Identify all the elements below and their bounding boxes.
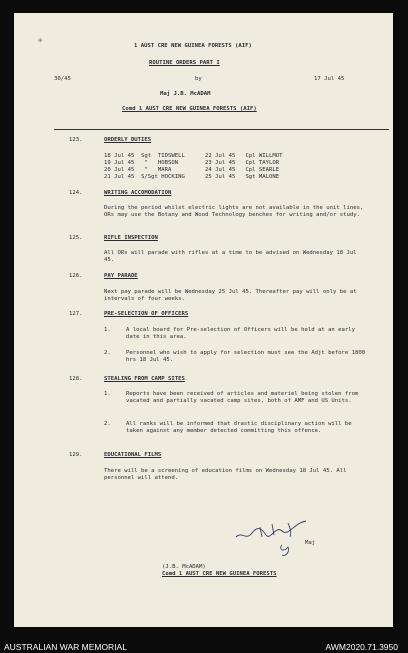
sub-number: 1. bbox=[104, 391, 111, 397]
signatory-name: (J.B. McADAM) bbox=[162, 564, 206, 570]
duty-row: 20 Jul 45 " MARA 24 Jul 45 Cpl SEARLE bbox=[104, 167, 280, 173]
document-page bbox=[14, 13, 393, 627]
archive-footer bbox=[0, 627, 408, 653]
header-divider bbox=[54, 129, 389, 130]
duty-row: 18 Jul 45 Sgt TIDSWELL 22 Jul 45 Cpl WILLMOT bbox=[104, 153, 283, 159]
handwritten-signature bbox=[232, 515, 312, 559]
item-number-126: 126. bbox=[69, 273, 83, 279]
footer-institution: AUSTRALIAN WAR MEMORIAL bbox=[4, 642, 127, 652]
paragraph-rifle-inspection: All ORs will parade with rifles at a time to be advised on Wednesday 18 Jul 45. bbox=[104, 250, 357, 264]
heading-rifle-inspection: RIFLE INSPECTION bbox=[104, 235, 158, 241]
signature-rank: Maj bbox=[305, 540, 316, 546]
order-date: 17 Jul 45 bbox=[314, 76, 345, 82]
item-number-127: 127. bbox=[69, 311, 83, 317]
command-line: Comd 1 AUST CRE NEW GUINEA FORESTS (AIF) bbox=[122, 106, 257, 112]
paragraph-writing-accomodation: During the period whilst electric lights are not available in the unit lines, ORs may use the Botany and Wood Technology benches for writing and/or study. bbox=[104, 205, 364, 219]
sub-number: 2. bbox=[104, 421, 111, 427]
sub-paragraph: All ranks will be informed that drastic disciplinary action will be taken against any member detected committing this offence. bbox=[126, 421, 352, 435]
item-number-128: 128. bbox=[69, 376, 83, 382]
paragraph-pay-parade: Next pay parade will be Wednesday 25 Jul 45. Thereafter pay will only be at intervals of four weeks. bbox=[104, 289, 357, 303]
duty-row: 21 Jul 45 S/Sgt HOCKING 25 Jul 45 Sgt MALONE bbox=[104, 174, 280, 180]
item-number-125: 125. bbox=[69, 235, 83, 241]
signatory-title: Comd 1 AUST CRE NEW GUINEA FORESTS bbox=[162, 571, 277, 577]
sub-number: 1. bbox=[104, 327, 111, 333]
order-number: 30/45 bbox=[54, 76, 71, 82]
heading-pre-selection: PRE-SELECTION OF OFFICERS bbox=[104, 311, 189, 317]
heading-pay-parade: PAY PARADE bbox=[104, 273, 138, 279]
sub-paragraph: Reports have been received of articles and materiel being stolen from vacated and partially vacated camp sites, both of AMF and US Units. bbox=[126, 391, 359, 405]
item-number-124: 124. bbox=[69, 190, 83, 196]
heading-orderly-duties: ORDERLY DUTIES bbox=[104, 137, 152, 143]
duty-row: 19 Jul 45 " HOBSON 23 Jul 45 Cpl TAYLOR bbox=[104, 160, 280, 166]
sub-paragraph: Personnel who wish to apply for selection must see the Adjt before 1800 hrs 18 Jul 45. bbox=[126, 350, 366, 364]
by-label: by bbox=[195, 76, 202, 82]
heading-educational-films: EDUCATIONAL FILMS bbox=[104, 452, 162, 458]
unit-heading: 1 AUST CRE NEW GUINEA FORESTS (AIF) bbox=[134, 43, 252, 49]
sub-number: 2. bbox=[104, 350, 111, 356]
punch-hole-mark: ✢ bbox=[38, 36, 43, 44]
document-title: ROUTINE ORDERS PART I bbox=[149, 60, 220, 66]
heading-writing-accomodation: WRITING ACCOMODATION bbox=[104, 190, 172, 196]
officer-name: Maj J.B. McADAM bbox=[160, 91, 211, 97]
heading-stealing: STEALING FROM CAMP SITES bbox=[104, 376, 185, 382]
footer-accession-number: AWM2020.71.3950 bbox=[325, 642, 398, 652]
paragraph-educational-films: There will be a screening of education films on Wednesday 18 Jul 45. All personnel will attend. bbox=[104, 468, 347, 482]
sub-paragraph: A local board for Pre-selection of Officers will be held at an early date in this area. bbox=[126, 327, 356, 341]
item-number-123: 123. bbox=[69, 137, 83, 143]
item-number-129: 129. bbox=[69, 452, 83, 458]
